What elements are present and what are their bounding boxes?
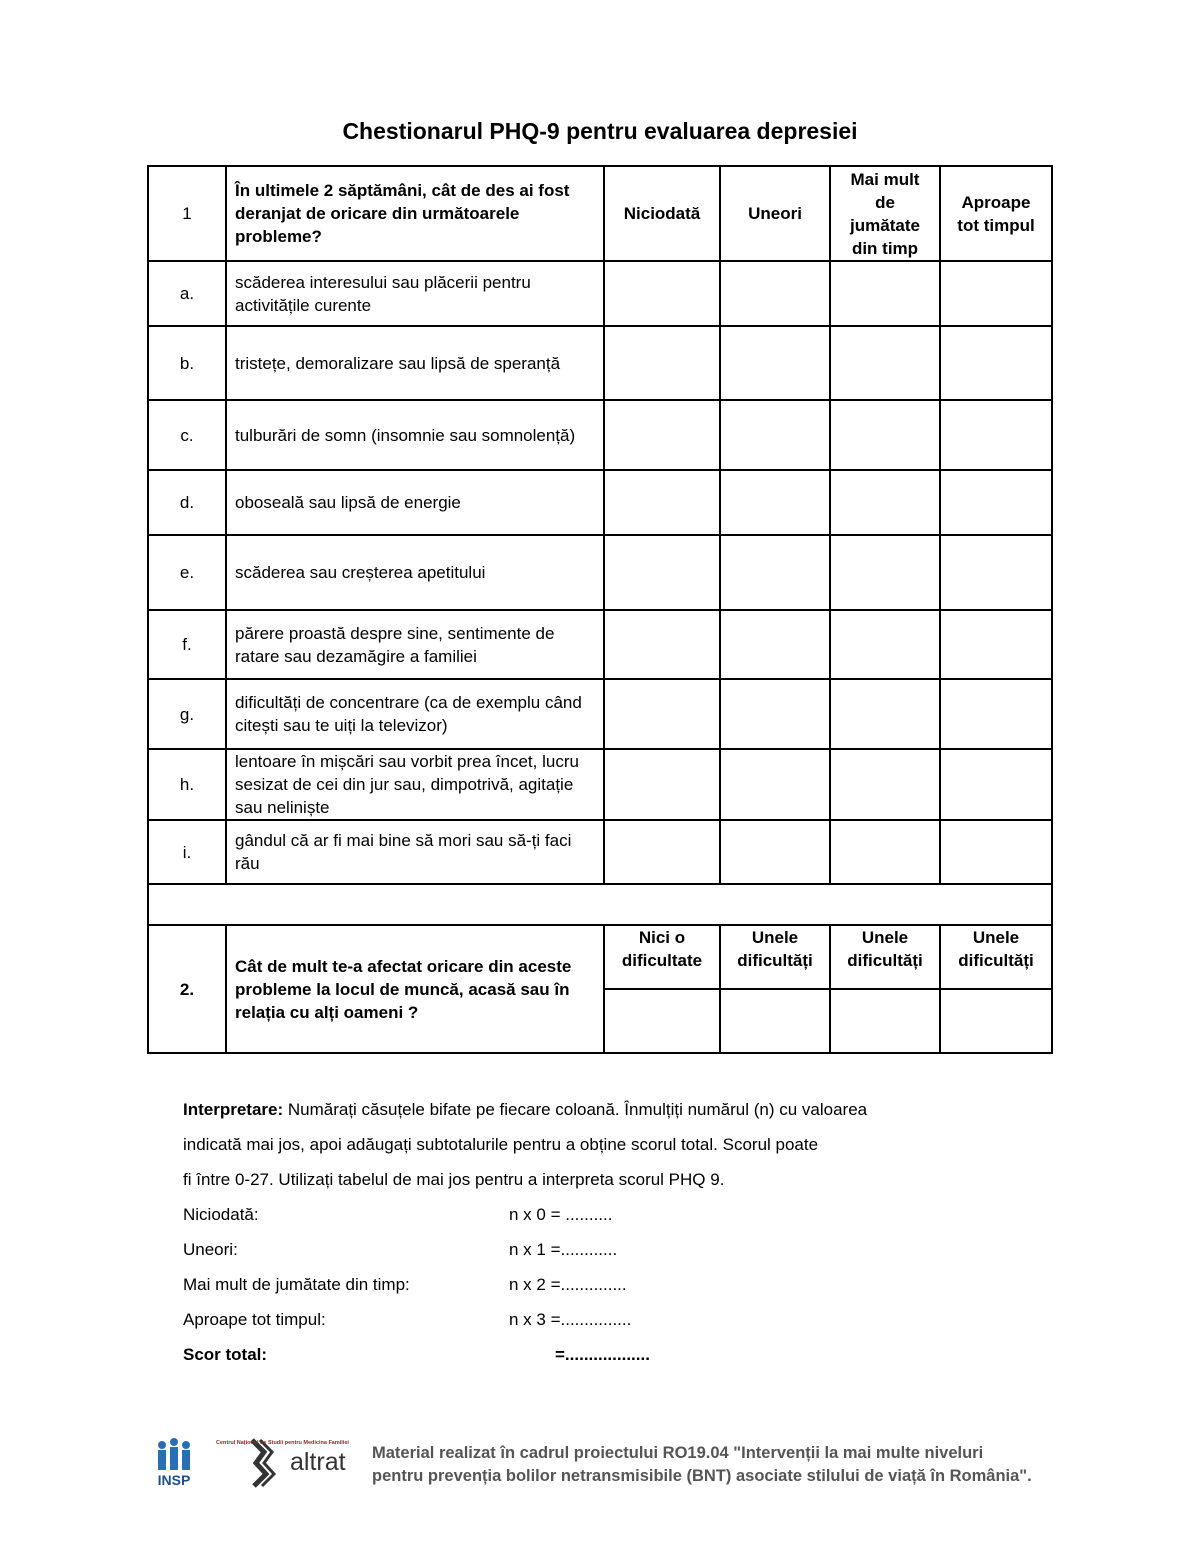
interpretation-line-2: indicată mai jos, apoi adăugați subtotalurile pentru a obține scorul total. Scorul poate	[183, 1135, 819, 1154]
answer-cell[interactable]	[720, 749, 830, 820]
column-header-never: Niciodată	[604, 166, 720, 261]
svg-text:altrat: altrat	[290, 1448, 346, 1476]
answer-cell[interactable]	[940, 535, 1052, 610]
answer-cell[interactable]	[940, 610, 1052, 679]
item-text: părere proastă despre sine, sentimente de ratare sau dezamăgire a familiei	[226, 610, 604, 679]
answer-cell[interactable]	[940, 989, 1052, 1053]
score-row-total: Scor total: =..................	[183, 1345, 650, 1364]
answer-cell[interactable]	[830, 989, 940, 1053]
table-row	[148, 535, 1052, 610]
answer-cell[interactable]	[830, 749, 940, 820]
question-header: În ultimele 2 săptămâni, cât de des ai fost deranjat de oricare din următoarele probleme?	[226, 166, 604, 261]
item-text: tulburări de somn (insomnie sau somnolență)	[226, 400, 604, 470]
page-title: Chestionarul PHQ-9 pentru evaluarea depresiei	[342, 118, 858, 144]
answer-cell[interactable]	[830, 470, 940, 535]
item-letter: f.	[148, 610, 226, 679]
item-text: scăderea sau creșterea apetitului	[226, 535, 604, 610]
item-text: scăderea interesului sau plăcerii pentru activitățile curente	[226, 261, 604, 326]
interpretation-label: Interpretare:	[183, 1100, 284, 1119]
item-letter: i.	[148, 820, 226, 884]
answer-cell[interactable]	[720, 326, 830, 400]
answer-cell[interactable]	[830, 610, 940, 679]
altrat-logo	[290, 1444, 356, 1480]
answer-cell[interactable]	[604, 610, 720, 679]
question-2-number: 2.	[148, 925, 226, 1053]
q2-column-some-difficulty: Unele dificultăți	[830, 925, 940, 989]
item-text: lentoare în mișcări sau vorbit prea încet, lucru sesizat de cei din jur sau, dimpotrivă, agitație sau neliniște	[226, 749, 604, 820]
column-header-sometimes: Uneori	[720, 166, 830, 261]
svg-text:Centrul Național de Studii pen: Centrul Național de Studii pentru Medicina Familiei	[216, 1440, 349, 1446]
answer-cell[interactable]	[720, 261, 830, 326]
item-letter: e.	[148, 535, 226, 610]
answer-cell[interactable]	[940, 749, 1052, 820]
answer-cell[interactable]	[604, 400, 720, 470]
answer-cell[interactable]	[940, 400, 1052, 470]
answer-cell[interactable]	[604, 989, 720, 1053]
q2-column-no-difficulty: Nici o dificultate	[604, 925, 720, 989]
answer-cell[interactable]	[604, 261, 720, 326]
table-row	[148, 470, 1052, 535]
item-letter: c.	[148, 400, 226, 470]
answer-cell[interactable]	[604, 820, 720, 884]
answer-cell[interactable]	[720, 679, 830, 749]
score-row-almost-always: Aproape tot timpul: n x 3 =...............	[183, 1310, 632, 1329]
item-text: oboseală sau lipsă de energie	[226, 470, 604, 535]
answer-cell[interactable]	[940, 679, 1052, 749]
score-row-more-than-half: Mai mult de jumătate din timp: n x 2 =..............	[183, 1275, 627, 1294]
answer-cell[interactable]	[720, 535, 830, 610]
column-header-almost-always: Aproape tot timpul	[940, 166, 1052, 261]
answer-cell[interactable]	[830, 535, 940, 610]
table-row	[148, 400, 1052, 470]
answer-cell[interactable]	[604, 326, 720, 400]
score-row-never: Niciodată: n x 0 = ..........	[183, 1205, 613, 1224]
table-row	[148, 261, 1052, 326]
item-letter: a.	[148, 261, 226, 326]
footer-text: Material realizat în cadrul proiectului RO19.04 "Intervenții la mai multe niveluri pentru prevenția bolilor netransmisibile (BNT) asociate stilului de viață în România".	[372, 1444, 1032, 1485]
answer-cell[interactable]	[940, 820, 1052, 884]
item-letter: h.	[148, 749, 226, 820]
column-header-more-than-half: Mai mult de jumătate din timp	[830, 166, 940, 261]
footer	[148, 1436, 1068, 1496]
item-letter: g.	[148, 679, 226, 749]
svg-text:INSP: INSP	[157, 1472, 191, 1488]
answer-cell[interactable]	[604, 749, 720, 820]
answer-cell[interactable]	[720, 989, 830, 1053]
answer-cell[interactable]	[830, 326, 940, 400]
item-text: gândul că ar fi mai bine să mori sau să-ți faci rău	[226, 820, 604, 884]
answer-cell[interactable]	[604, 679, 720, 749]
table-row	[148, 820, 1052, 884]
insp-logo	[148, 1436, 200, 1488]
score-row-sometimes: Uneori: n x 1 =............	[183, 1240, 618, 1259]
answer-cell[interactable]	[604, 535, 720, 610]
item-letter: d.	[148, 470, 226, 535]
question-number: 1	[148, 166, 226, 261]
question-2-text: Cât de mult te-a afectat oricare din aceste probleme la locul de muncă, acasă sau în relația cu alți oameni ?	[226, 925, 604, 1053]
q2-column-some-difficulty: Unele dificultăți	[720, 925, 830, 989]
interpretation-section	[183, 1092, 1043, 1372]
answer-cell[interactable]	[604, 470, 720, 535]
answer-cell[interactable]	[720, 470, 830, 535]
answer-cell[interactable]	[830, 261, 940, 326]
q2-column-some-difficulty: Unele dificultăți	[940, 925, 1052, 989]
answer-cell[interactable]	[830, 679, 940, 749]
item-text: dificultăți de concentrare (ca de exemplu când citești sau te uiți la televizor)	[226, 679, 604, 749]
interpretation-line-1: Interpretare: Numărați căsuțele bifate pe fiecare coloană. Înmulțiți numărul (n) cu valoarea	[183, 1100, 868, 1119]
answer-cell[interactable]	[720, 820, 830, 884]
answer-cell[interactable]	[830, 820, 940, 884]
table-header-row	[148, 166, 1052, 261]
item-letter: b.	[148, 326, 226, 400]
answer-cell[interactable]	[720, 400, 830, 470]
table-row	[148, 610, 1052, 679]
table-row	[148, 679, 1052, 749]
table-row	[148, 749, 1052, 820]
interpretation-line-3: fi între 0-27. Utilizați tabelul de mai jos pentru a interpreta scorul PHQ 9.	[183, 1170, 725, 1189]
answer-cell[interactable]	[940, 470, 1052, 535]
answer-cell[interactable]	[940, 261, 1052, 326]
phq9-table	[147, 165, 1053, 1054]
spacer-row	[148, 884, 1052, 925]
answer-cell[interactable]	[830, 400, 940, 470]
item-text: tristețe, demoralizare sau lipsă de speranță	[226, 326, 604, 400]
q2-header-row	[148, 925, 1052, 989]
table-row	[148, 326, 1052, 400]
answer-cell[interactable]	[940, 326, 1052, 400]
answer-cell[interactable]	[720, 610, 830, 679]
